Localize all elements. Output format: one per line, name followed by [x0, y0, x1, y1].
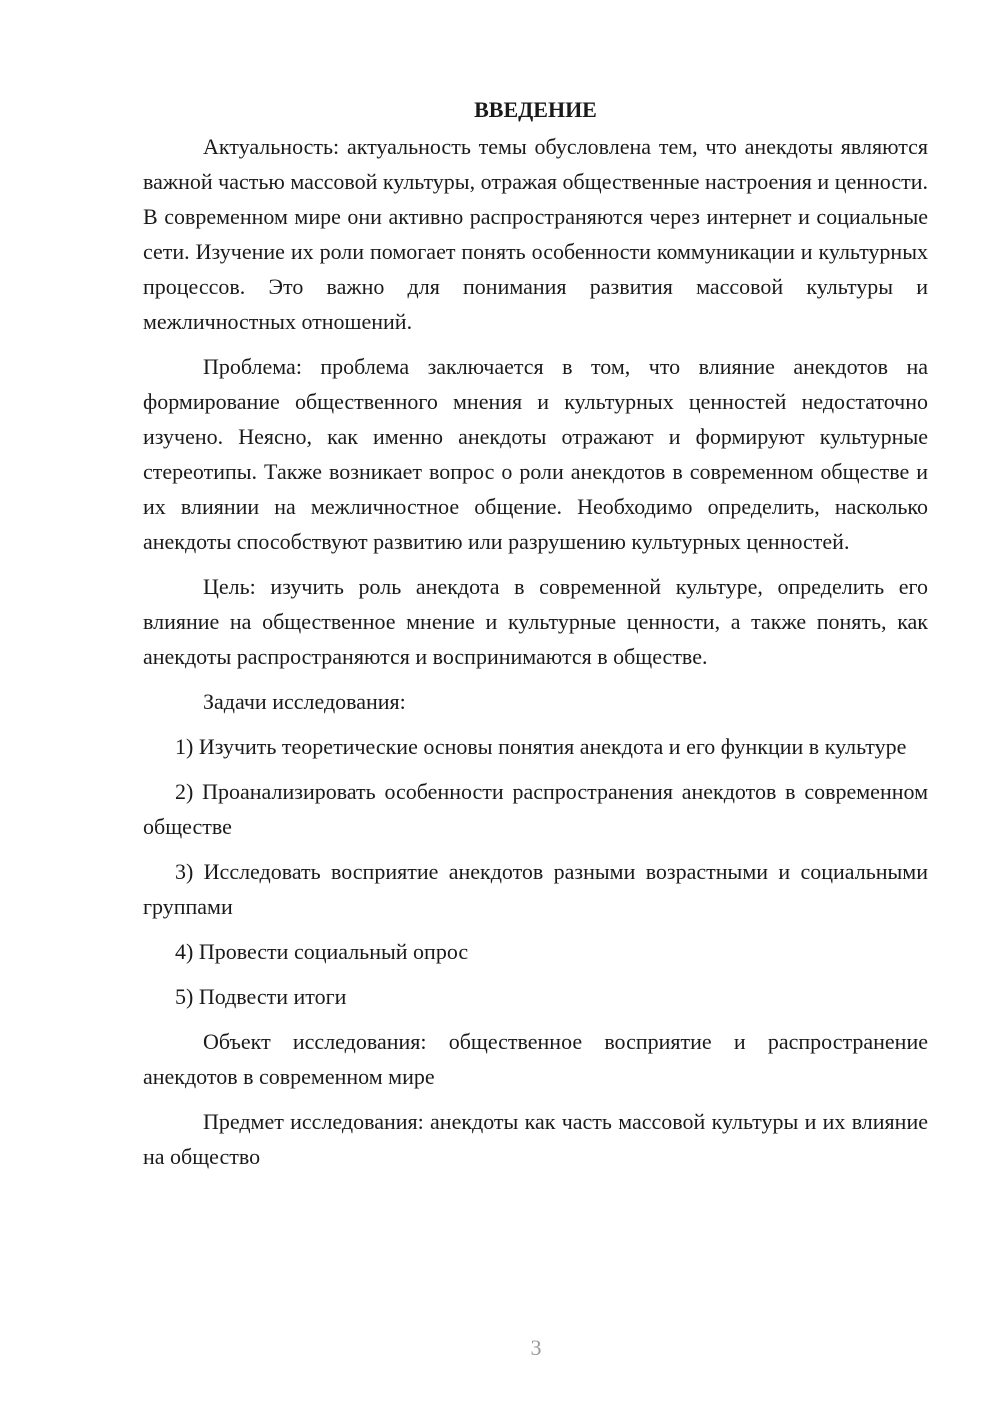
- task-item-1: 1) Изучить теоретические основы понятия анекдота и его функции в культуре: [175, 734, 907, 759]
- paragraph-object: Объект исследования: общественное восприятие и распространение анекдотов в современном мире: [143, 1029, 928, 1089]
- tasks-heading: Задачи исследования:: [203, 689, 406, 714]
- document-body: [143, 92, 928, 1184]
- section-title: ВВЕДЕНИЕ: [474, 97, 597, 122]
- task-item-5: 5) Подвести итоги: [175, 984, 347, 1009]
- task-item-4: 4) Провести социальный опрос: [175, 939, 469, 964]
- paragraph-relevance: Актуальность: актуальность темы обусловлена тем, что анекдоты являются важной частью массовой культуры, отражая общественные настроения и ценности. В современном мире они активно распространяются через интернет и социальные сети. Изучение их роли помогает понять особенности коммуникации и культурных процессов. Это важно для понимания развития массовой культуры и межличностных отношений.: [143, 134, 928, 334]
- paragraph-subject: Предмет исследования: анекдоты как часть массовой культуры и их влияние на общество: [143, 1109, 928, 1169]
- paragraph-problem: Проблема: проблема заключается в том, что влияние анекдотов на формирование общественного мнения и культурных ценностей недостаточно изучено. Неясно, как именно анекдоты отражают и формируют культурные стереотипы. Также возникает вопрос о роли анекдотов в современном обществе и их влиянии на межличностное общение. Необходимо определить, насколько анекдоты способствуют развитию или разрушению культурных ценностей.: [143, 354, 928, 554]
- task-item-3: 3) Исследовать восприятие анекдотов разными возрастными и социальными группами: [143, 859, 928, 919]
- paragraph-goal: Цель: изучить роль анекдота в современной культуре, определить его влияние на общественное мнение и культурные ценности, а также понять, как анекдоты распространяются и воспринимаются в обществе.: [143, 574, 928, 669]
- task-item-2: 2) Проанализировать особенности распространения анекдотов в современном обществе: [143, 779, 928, 839]
- page-number: 3: [530, 1335, 542, 1360]
